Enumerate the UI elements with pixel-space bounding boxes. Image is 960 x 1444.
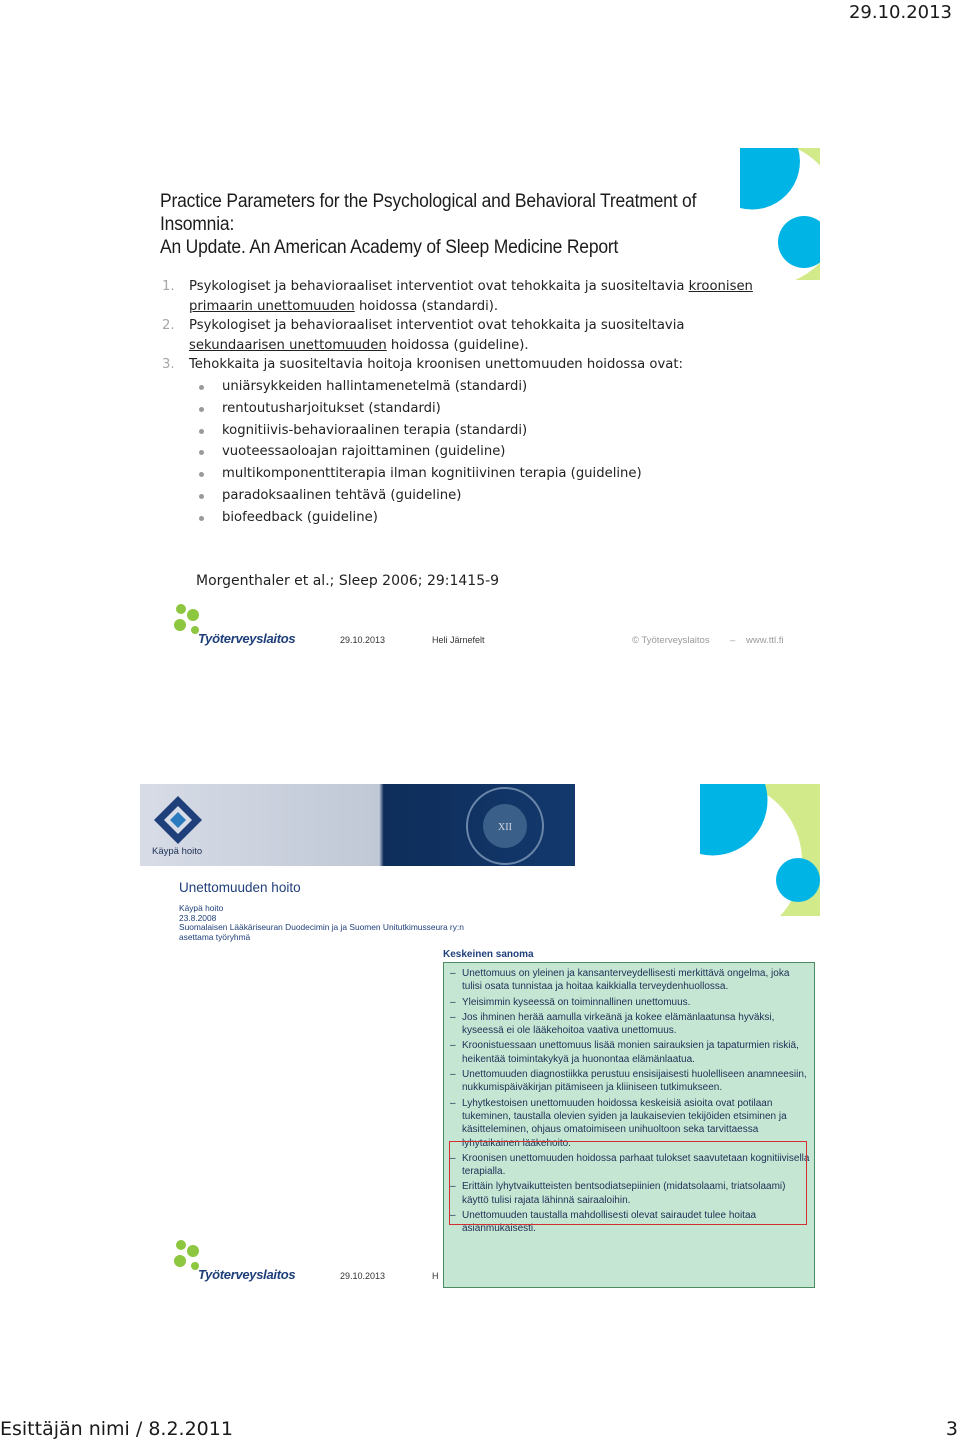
decorative-circles-graphic	[670, 784, 820, 916]
bullet-item: biofeedback (guideline)	[197, 507, 757, 529]
meta-line: Käypä hoito	[179, 903, 224, 913]
page-number: 3	[945, 1418, 958, 1440]
footer-date: 29.10.2013	[340, 1271, 386, 1281]
meta-line: asettama työryhmä	[179, 931, 251, 942]
kaypa-hoito-banner	[140, 784, 575, 866]
key-message-box	[443, 962, 815, 1288]
slide-title-line-2: An Update. An American Academy of Sleep Medicine Report	[160, 237, 619, 258]
slide-1	[140, 148, 820, 658]
presenter-date: Esittäjän nimi / 8.2.2011	[0, 1418, 233, 1440]
key-message-item: – Erittäin lyhytvaikutteisten bentsodiatsepiinien (midatsolaami, triatsolaami) käyttö tulisi rajata lähinnä sairaaloihin.	[450, 1180, 810, 1207]
item-text: Tehokkaita ja suositeltavia hoitoja kroonisen unettomuuden hoidossa ovat:	[189, 357, 683, 372]
footer-dash: –	[730, 635, 736, 646]
slide-2	[140, 784, 820, 1294]
meta-line: 23.8.2008	[179, 912, 217, 923]
footer-author: H	[432, 1271, 439, 1281]
key-message-heading: Keskeinen sanoma	[443, 949, 534, 960]
kaypa-hoito-logo-icon	[152, 794, 204, 846]
kaypa-hoito-label: Käypä hoito	[152, 846, 203, 857]
guideline-title: Unettomuuden hoito	[179, 880, 301, 895]
item-text: Psykologiset ja behavioraaliset interventiot ovat tehokkaita ja suositeltavia	[189, 318, 685, 333]
item-underlined-text: kroonisen primaarin unettomuuden	[189, 279, 753, 314]
duodecim-seal-icon	[450, 786, 560, 866]
bullet-item: uniärsykkeiden hallintamenetelmä (standardi)	[197, 376, 757, 398]
decorative-circles-graphic	[710, 148, 820, 280]
guideline-meta	[179, 904, 579, 942]
ttl-logo-text: Työterveyslaitos	[198, 631, 296, 646]
numbered-list	[162, 277, 762, 375]
key-message-item: – Yleisimmin kyseessä on toiminnallinen unettomuus.	[450, 996, 810, 1009]
key-message-item: – Unettomuuden diagnostiikka perustuu ensisijaisesti huolelliseen anamneesiin, nukkumispäiväkirjan pitämiseen ja kliiniseen tutkimukseen.	[450, 1068, 810, 1095]
ttl-logo-text: Työterveyslaitos	[198, 1267, 296, 1282]
item-number: 3.	[162, 357, 175, 372]
footer-copyright: © Työterveyslaitos	[632, 635, 710, 646]
item-underlined-text: sekundaarisen unettomuuden	[189, 337, 387, 353]
bullet-list	[197, 376, 757, 529]
item-number: 2.	[162, 318, 175, 333]
slide-title	[160, 190, 712, 259]
page-date: 29.10.2013	[848, 2, 952, 23]
list-item	[162, 316, 762, 355]
item-text-end: hoidossa (guideline).	[386, 337, 529, 353]
key-message-item: – Kroonistuessaan unettomuus lisää monien sairauksien ja tapaturmien riskiä, heikentää toimintakykyä ja huonontaa elämänlaatua.	[450, 1039, 810, 1066]
key-message-item: – Jos ihminen herää aamulla virkeänä ja kokee elämänlaatunsa hyväksi, kyseessä ei ole lääkehoitoa vaativa unettomuus.	[450, 1011, 810, 1038]
seal-text: XII	[498, 822, 512, 833]
bullet-item: multikomponenttiterapia ilman kognitiivinen terapia (guideline)	[197, 463, 757, 485]
highlight-frame	[449, 1141, 807, 1225]
item-text-end: hoidossa (standardi).	[354, 298, 499, 314]
key-message-item: – Lyhytkestoisen unettomuuden hoidossa keskeisiä asioita ovat potilaan tukeminen, taustalla olevien syiden ja laukaisevien tekijöiden etsiminen ja käsitteleminen, ohjaus omatoimiseen unihuoltoon seka tarvittaessa lyhytaikainen lääkehoito.	[450, 1097, 810, 1150]
footer-author: Heli Järnefelt	[432, 635, 485, 645]
footer-date: 29.10.2013	[340, 635, 386, 645]
item-text: Psykologiset ja behavioraaliset interventiot ovat tehokkaita ja suositeltavia	[189, 279, 689, 294]
meta-line: Suomalaisen Lääkäriseuran Duodecimin ja ja Suomen Unitutkimusseura ry:n	[179, 922, 464, 932]
slide-title-line-1: Practice Parameters for the Psychological and Behavioral Treatment of Insomnia:	[160, 191, 697, 235]
key-message-item: – Unettomuus on yleinen ja kansanterveydellisesti merkittävä ongelma, joka tulisi osata tunnistaa ja hoitaa kaikkialla terveydenhuollossa.	[450, 967, 810, 994]
citation: Morgenthaler et al.; Sleep 2006; 29:1415-9	[196, 573, 500, 589]
key-message-item: – Kroonisen unettomuuden hoidossa parhaat tulokset saavutetaan kognitiivisella terapialla.	[450, 1152, 810, 1179]
footer-url: www.ttl.fi	[746, 635, 784, 646]
item-number: 1.	[162, 279, 175, 294]
bullet-item: paradoksaalinen tehtävä (guideline)	[197, 485, 757, 507]
key-message-item: – Unettomuuden taustalla mahdollisesti olevat sairaudet tulee hoitaa asianmukaisesti.	[450, 1209, 810, 1236]
bullet-item: rentoutusharjoitukset (standardi)	[197, 398, 757, 420]
list-item	[162, 355, 762, 375]
list-item	[162, 277, 762, 316]
bullet-item: kognitiivis-behavioraalinen terapia (standardi)	[197, 420, 757, 442]
bullet-item: vuoteessaoloajan rajoittaminen (guideline)	[197, 441, 757, 463]
